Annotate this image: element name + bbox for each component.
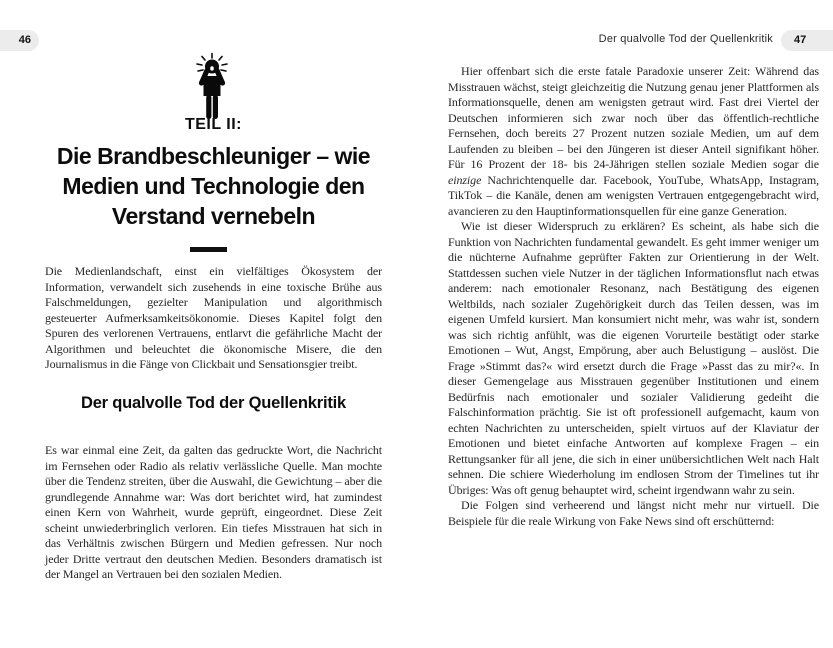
- part-label: TEIL II:: [184, 116, 243, 133]
- page-number-left: 46: [0, 30, 39, 51]
- page-number-right: 47: [781, 30, 833, 51]
- left-page: [0, 0, 416, 648]
- title-divider: [0, 247, 416, 252]
- chapter-title-line: Die Brandbeschleuniger – wie: [56, 143, 371, 169]
- running-header: Der qualvolle Tod der Quellenkritik: [598, 33, 773, 45]
- chapter-title-line: Verstand vernebeln: [111, 203, 316, 229]
- text-column: [448, 64, 819, 529]
- body-paragraph: Wie ist dieser Widerspruch zu erklären? Es scheint, als habe sich die Funktion von Nachrichten fundamental gewandelt. Es geht immer weniger um die nüchterne Aufnahme geprüfter Fakten zur Orientierung in der Welt. Stattdessen suchen viele Nutzer in der täglichen Informationsflut nach etwas anderem: nach emotionaler Resonanz, nach Bestätigung des eigenen Weltbilds, nach sozialer Zugehörigkeit durch das Teilen dessen, was im eigenen Umfeld kursiert. Man konsumiert nicht mehr, was wahr ist, sondern was sich richtig anfühlt, was die eigenen Vorurteile bestätigt oder starke Emotionen – Wut, Angst, Empörung, aber auch Belustigung – auslöst. Die Frage »Stimmt das?« wird ersetzt durch die Frage »Passt das zu mir?«. In dieser Gemengelage aus Misstrauen gegenüber Institutionen und einem Bedürfnis nach emotionaler und sozialer Validierung gedeiht die Falschinformation prächtig. Sie ist oft professionell aufgemacht, kaum von echten Nachrichten zu unterscheiden, spielt virtuos auf der Klaviatur der Emotionen und bietet einfache Antworten auf komplexe Fragen – ein Rettungsanker für all jene, die sich in einer unübersichtlichen Welt nach Halt sehnen. Die schiere Wiederholung im endlosen Strom der Timelines tut ihr Übriges: Was oft genug behauptet wird, scheint irgendwann wahr zu sein.: [448, 219, 819, 497]
- section-heading: Der qualvolle Tod der Quellenkritik: [80, 394, 346, 412]
- intro-paragraph: Die Medienlandschaft, einst ein vielfältiges Ökosystem der Information, verwandelt sich zusehends in eine toxische Brühe aus Falschmeldungen, gezielter Manipulation und algorithmisch gesteuerter Aufmerksamkeitsökonomie. Dieses Kapitel folgt den Spuren des verlorenen Vertrauens, entlarvt die gefährliche Macht der Algorithmen und beleuchtet die ökonomische Misere, die den Journalismus in die Fänge von Clickbait und Sensationsgier treibt.: [45, 264, 382, 371]
- chapter-title-line: Medien und Technologie den: [62, 173, 365, 199]
- body-paragraph: Die Folgen sind verheerend und längst nicht mehr nur virtuell. Die Beispiele für die reale Wirkung von Fake News sind oft erschütternd:: [448, 498, 819, 528]
- body-paragraph: Hier offenbart sich die erste fatale Paradoxie unserer Zeit: Während das Misstrauen wächst, steigt gleichzeitig die Nutzung genau jener Plattformen als Informationsquelle, denen am wenigsten getraut wird. Fast drei Viertel der Deutschen informieren sich zwar noch über das öffentlich-rechtliche Fernsehen, doch bereits 27 Prozent nutzen soziale Medien, um auf dem Laufenden zu bleiben – bei den Jüngeren ist dieser Anteil signifikant höher. Für 16 Prozent der 18- bis 24-Jährigen stellen soziale Medien sogar die einzige Nachrichtenquelle dar. Facebook, YouTube, WhatsApp, Instagram, TikTok – die Kanäle, denen am wenigsten Vertrauen entgegengebracht wird, avancieren zu den Hauptinformationsquellen für eine ganze Generation.: [448, 64, 819, 218]
- body-paragraph: Es war einmal eine Zeit, da galten das gedruckte Wort, die Nachricht im Fernsehen oder Radio als relativ verlässliche Quelle. Man mochte über die Tendenz streiten, über die Auswahl, die Gewichtung – aber die grundlegende Annahme war: Was dort berichtet wird, hat zumindest einen Kern von Wahrheit, wurde geprüft, eingeordnet. Diese Zeit scheint unwiederbringlich verloren. Ein tiefes Misstrauen hat sich in das Verhältnis zwischen Bürgern und Medien gefressen. Nur noch jeder Dritte vertraut den deutschen Medien. Besonders dramatisch ist der Mangel an Vertrauen bei den sozialen Medien.: [45, 443, 382, 581]
- right-page: [416, 0, 833, 648]
- chapter-title: [28, 141, 399, 231]
- screaming-person-icon: [192, 52, 232, 122]
